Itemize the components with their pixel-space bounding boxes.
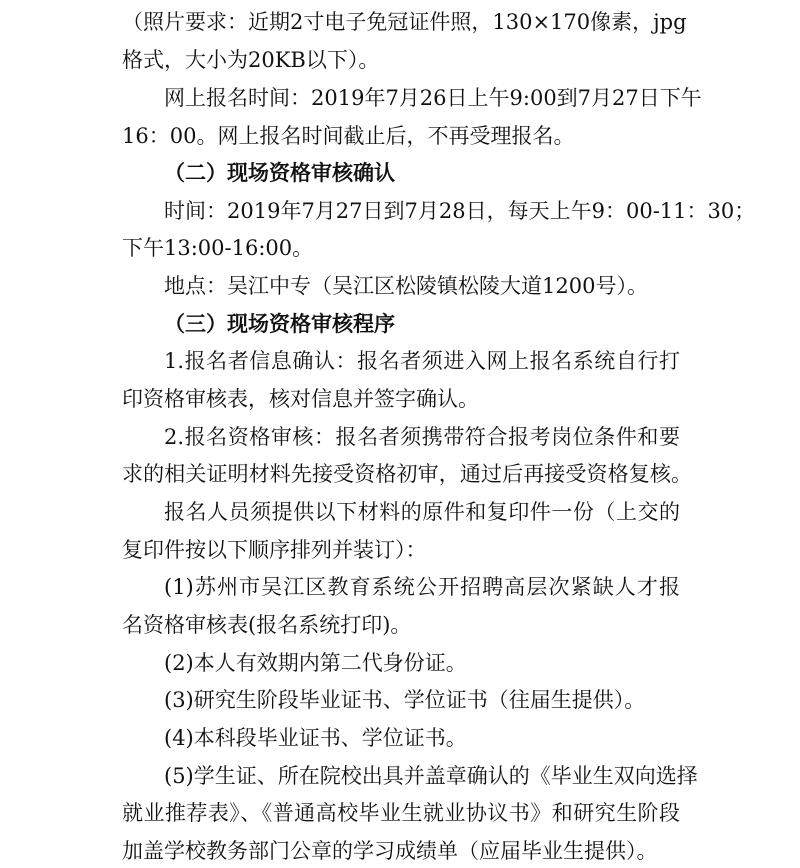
text-line-photo-requirement: （照片要求：近期2寸电子免冠证件照，130×170像素，jpg [122, 10, 687, 34]
list-item-2: (2)本人有效期内第二代身份证。 [164, 651, 467, 675]
text-line-materials-intro-cont: 复印件按以下顺序排列并装订）： [122, 538, 427, 562]
list-item-5: (5)学生证、所在院校出具并盖章确认的《毕业生双向选择 [164, 764, 698, 788]
text-line-materials-intro: 报名人员须提供以下材料的原件和复印件一份（上交的 [164, 500, 680, 524]
text-line-onsite-location: 地点：吴江中专（吴江区松陵镇松陵大道1200号）。 [164, 274, 648, 298]
text-line-online-deadline: 16：00。网上报名时间截止后，不再受理报名。 [122, 124, 575, 148]
text-line-onsite-time: 时间：2019年7月27日到7月28日，每天上午9：00-11：30； [164, 199, 756, 223]
list-item-4: (4)本科段毕业证书、学位证书。 [164, 726, 467, 750]
list-item-1-cont: 名资格审核表(报名系统打印)。 [122, 613, 412, 637]
list-item-3: (3)研究生阶段毕业证书、学位证书（往届生提供）。 [164, 688, 646, 712]
list-item-5-cont-2: 加盖学校教务部门公章的学习成绩单（应届毕业生提供）。 [122, 839, 658, 863]
section-heading-onsite-confirmation: （二）现场资格审核确认 [164, 160, 395, 185]
text-line-photo-format: 格式，大小为20KB以下）。 [122, 48, 380, 72]
list-item-1: (1)苏州市吴江区教育系统公开招聘高层次紧缺人才报 [164, 575, 680, 599]
text-line-step1: 1.报名者信息确认：报名者须进入网上报名系统自行打 [164, 349, 680, 373]
text-line-step2: 2.报名资格审核：报名者须携带符合报考岗位条件和要 [164, 425, 680, 449]
text-line-online-time: 网上报名时间：2019年7月26日上午9:00到7月27日下午 [164, 86, 702, 110]
text-line-onsite-afternoon: 下午13:00-16:00。 [122, 236, 314, 260]
text-line-step2-cont: 求的相关证明材料先接受资格初审，通过后再接受资格复核。 [122, 462, 692, 486]
text-line-step1-cont: 印资格审核表，核对信息并签字确认。 [122, 387, 479, 411]
section-heading-onsite-procedure: （三）现场资格审核程序 [164, 311, 395, 336]
list-item-5-cont: 就业推荐表》、《普通高校毕业生就业协议书》和研究生阶段 [122, 801, 680, 825]
